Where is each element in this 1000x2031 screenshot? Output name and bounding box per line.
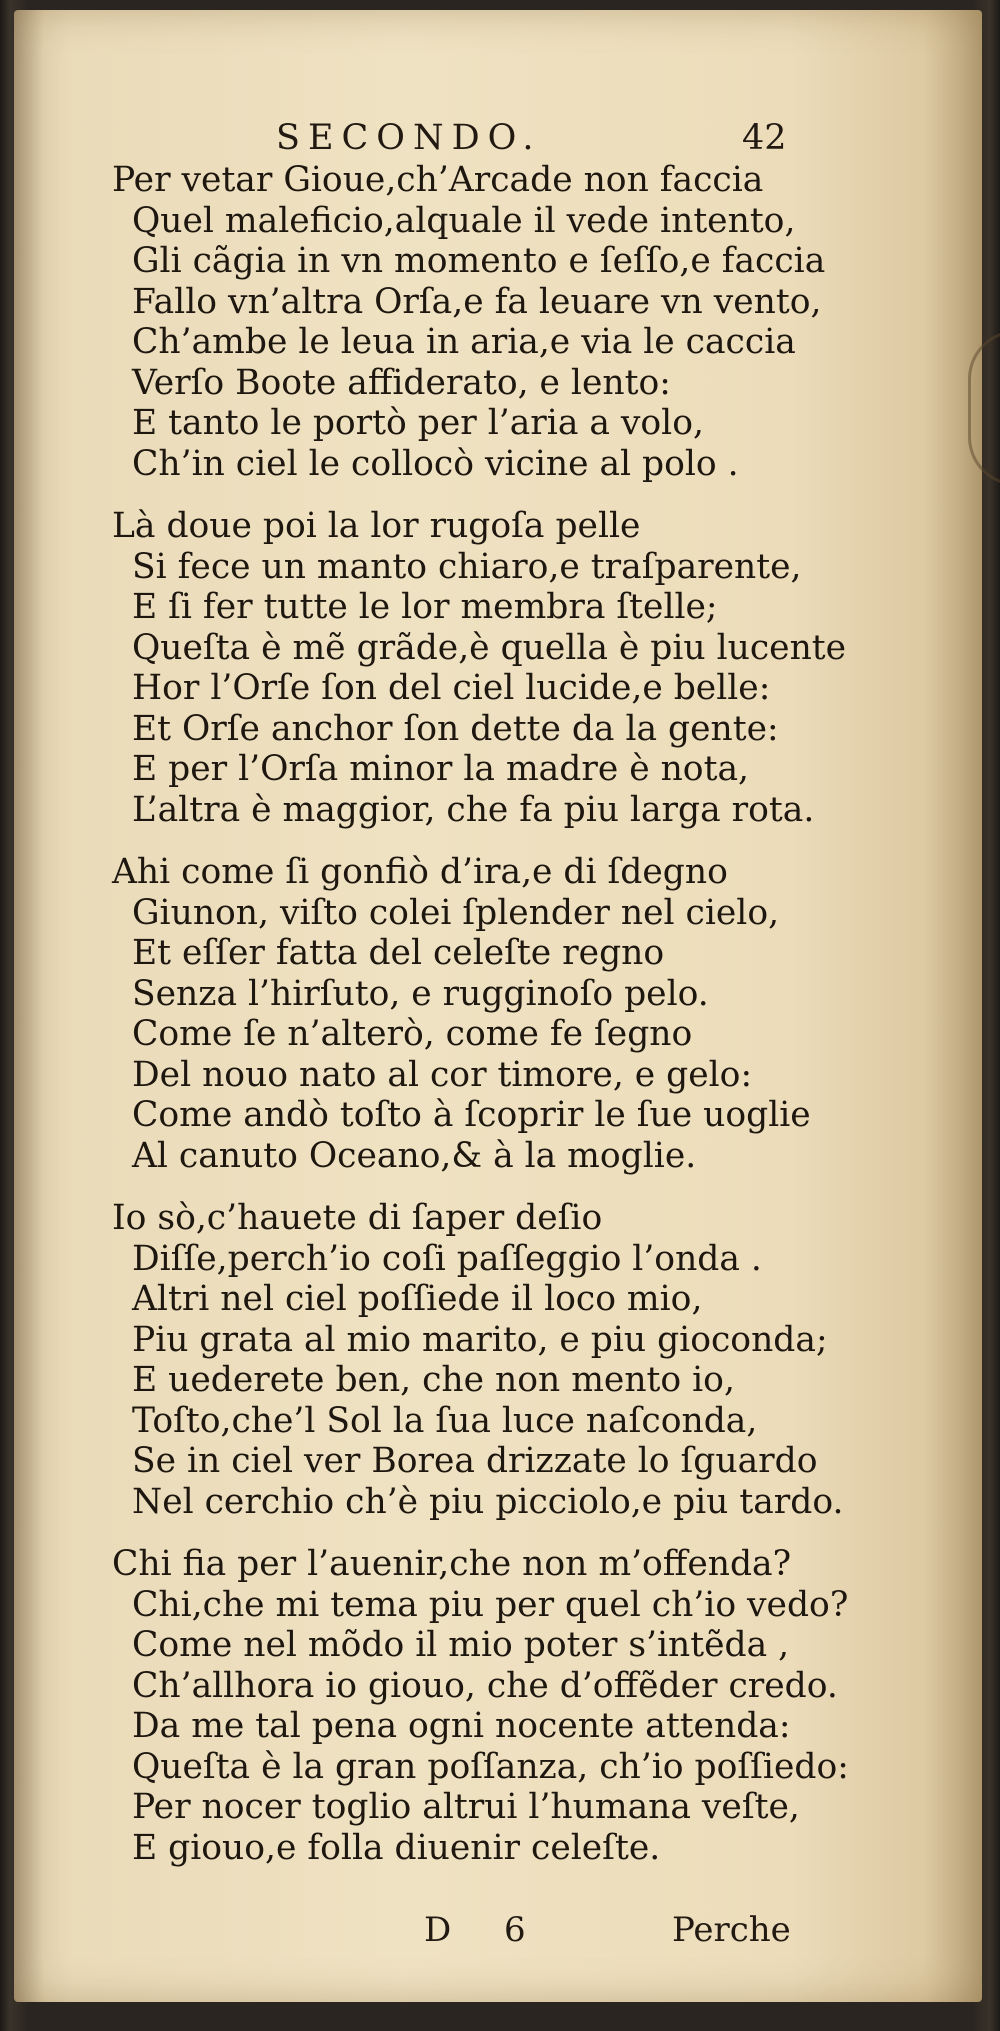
verse-line: E per l’Orſa minor la madre è nota,	[132, 749, 749, 789]
verse-line: Al canuto Oceano,& à la moglie.	[132, 1135, 697, 1176]
verse-line: Chi,che mi tema piu per quel ch’io vedo?	[132, 1584, 849, 1625]
verse-line: Da me tal pena ogni nocente attenda:	[132, 1706, 791, 1746]
signature-number: 6	[504, 1910, 526, 1950]
page-number: 42	[742, 118, 787, 158]
verse-line: Se in ciel ver Borea drizzate lo ſguardo	[132, 1441, 818, 1481]
verse-line: L’altra è maggior, che fa piu larga rota.	[132, 789, 815, 830]
catchword: Perche	[672, 1910, 791, 1950]
verse-line: Giunon, viſto colei ſplender nel cielo,	[132, 892, 780, 933]
verse-line: Et Orſe anchor ſon dette da la gente:	[132, 708, 779, 749]
verse-line: Queſta è la gran poſſanza, ch’io poſſiedo:	[132, 1746, 849, 1787]
verse-line: Fallo vn’altra Orſa,e fa leuare vn vento,	[132, 281, 822, 322]
stanza-5	[112, 1544, 932, 1868]
stanza-4	[112, 1198, 932, 1522]
signature-mark: D	[424, 1910, 452, 1950]
verse-line: Queſta è mẽ grãde,è quella è piu lucente	[132, 627, 847, 668]
verse-line: Gli cãgia in vn momento e ſeſſo,e faccia	[132, 241, 826, 281]
verse-line: Altri nel ciel poſſiede il loco mio,	[132, 1279, 703, 1319]
stanza-3	[112, 852, 932, 1176]
poem-body	[112, 160, 932, 1890]
verse-line: Come ſe n’alterò, come fe ſegno	[132, 1014, 693, 1054]
verse-line: Quel maleficio,alquale il vede intento,	[132, 200, 796, 241]
verse-line: Per vetar Gioue,ch’Arcade non faccia	[112, 160, 764, 200]
verse-line: Come andò toſto à ſcoprir le ſue uoglie	[132, 1095, 811, 1135]
book-page	[14, 10, 982, 2002]
verse-line: Ch’ambe le leua in aria,e via le caccia	[132, 322, 796, 362]
verse-line: E tanto le portò per l’aria a volo,	[132, 403, 704, 443]
verse-line: Ahi come ſi gonfiò d’ira,e di ſdegno	[112, 852, 728, 892]
verse-line: Nel cerchio ch’è piu picciolo,e piu tardo.	[132, 1481, 844, 1522]
stanza-1	[112, 160, 932, 484]
verse-line: Io sò,c’hauete di ſaper deſio	[112, 1198, 603, 1238]
verse-line: Per nocer toglio altrui l’humana veſte,	[132, 1787, 800, 1827]
page-edge-mark	[968, 330, 1000, 486]
verse-line: E uederete ben, che non mento io,	[132, 1360, 735, 1400]
verse-line: Et eſſer fatta del celeſte regno	[132, 933, 665, 973]
verse-line: Senza l’hirſuto, e rugginoſo pelo.	[132, 973, 709, 1014]
verse-line: Ch’allhora io giouo, che d’offẽder credo.	[132, 1665, 838, 1706]
verse-line: Verſo Boote affiderato, e lento:	[132, 362, 671, 403]
verse-line: E giouo,e folla diuenir celeſte.	[132, 1827, 661, 1868]
verse-line: Ch’in ciel le collocò vicine al polo .	[132, 443, 739, 484]
verse-line: Diſſe,perch’io coſi paſſeggio l’onda .	[132, 1238, 762, 1279]
verse-line: Si fece un manto chiaro,e traſparente,	[132, 546, 802, 587]
running-title: SECONDO.	[276, 118, 542, 158]
verse-line: Chi fia per l’auenir,che non m’offenda?	[112, 1544, 792, 1584]
verse-line: Del nouo nato al cor timore, e gelo:	[132, 1054, 753, 1095]
verse-line: Piu grata al mio marito, e piu gioconda;	[132, 1319, 828, 1360]
verse-line: Toſto,che’l Sol la ſua luce naſconda,	[132, 1400, 758, 1441]
verse-line: Là doue poi la lor rugoſa pelle	[112, 506, 641, 546]
stanza-2	[112, 506, 932, 830]
gutter-shadow	[14, 10, 44, 2002]
verse-line: E ſi fer tutte le lor membra ſtelle;	[132, 587, 718, 627]
verse-line: Come nel mõdo il mio poter s’intẽda ,	[132, 1625, 790, 1665]
verse-line: Hor l’Orſe ſon del ciel lucide,e belle:	[132, 668, 771, 708]
